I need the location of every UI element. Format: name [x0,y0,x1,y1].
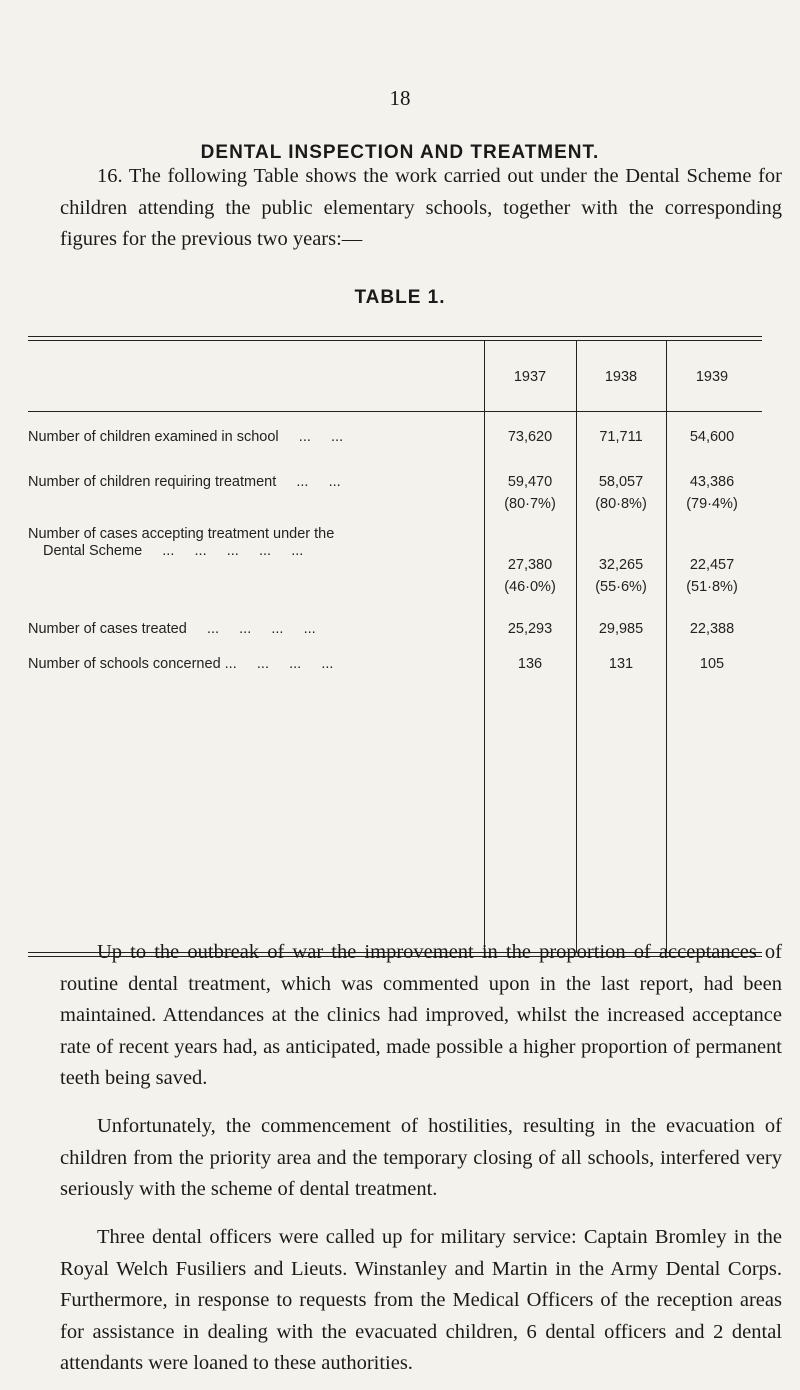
paragraph-dental-officers: Three dental officers were called up for military service: Captain Bromley in the Royal Welch Fusiliers and Lieuts. Winstanley and Martin in the Army Dental Corps. Furthermore, in response to requests from the Medical Officers of the reception areas for assistance in dealing with the evacuated children, 6 dental officers and 2 dental attendants were loaned to these authorities. [60,1226,782,1374]
cell-schools-1939: 105 [699,656,725,672]
cell-examined-1937: 73,620 [507,429,553,445]
table-title: TABLE 1. [354,287,446,308]
cell-treated-1937: 25,293 [507,621,553,637]
cell-examined-1939: 54,600 [689,429,735,445]
table-header-rule [28,411,762,412]
cell-requiring-1937: 59,470 [507,474,553,490]
cell-requiring-1937-percent: (80·7%) [504,496,556,512]
column-header-1938: 1938 [604,369,638,385]
cell-requiring-1939: 43,386 [689,474,735,490]
cell-accepting-1937-percent: (46·0%) [504,579,556,595]
column-header-1937: 1937 [513,369,547,385]
paragraph-hostilities: Unfortunately, the commencement of hostilities, resulting in the evacuation of children from the priority area and the temporary closing of all schools, interfered very seriously with the scheme of dental treatment. [60,1115,782,1200]
section-title: DENTAL INSPECTION AND TREATMENT. [200,142,600,163]
cell-accepting-1939: 22,457 [689,557,735,573]
row-label-children-examined: Number of children examined in school ... ... [28,429,344,445]
cell-schools-1937: 136 [517,656,543,672]
cell-schools-1938: 131 [608,656,634,672]
row-label-requiring-treatment: Number of children requiring treatment ... ... [28,474,341,490]
cell-accepting-1938: 32,265 [598,557,644,573]
cell-examined-1938: 71,711 [599,429,643,445]
cell-treated-1938: 29,985 [598,621,644,637]
page-number: 18 [389,86,411,110]
cell-requiring-1938-percent: (80·8%) [595,496,647,512]
column-header-1939: 1939 [695,369,729,385]
cell-requiring-1939-percent: (79·4%) [686,496,738,512]
row-label-cases-treated: Number of cases treated ... ... ... ... [28,621,316,637]
cell-treated-1939: 22,388 [689,621,735,637]
cell-accepting-1938-percent: (55·6%) [595,579,647,595]
data-table [28,336,762,958]
paragraph-outbreak-of-war: Up to the outbreak of war the improvement in the proportion of acceptances of routine dental treatment, which was commented upon in the last report, had been maintained. Attendances at the clinics had improved, whilst the increased acceptance rate of recent years had, as anticipated, made possible a higher proportion of permanent teeth being saved. [60,941,782,1089]
row-label-schools-concerned: Number of schools concerned ... ... ... ... [28,656,334,672]
table-top-rule-1 [28,336,762,337]
row-label-accepting-treatment-line1: Number of cases accepting treatment under the [28,526,335,542]
row-label-accepting-treatment-line2: Dental Scheme ... ... ... ... ... [43,543,304,559]
table-top-rule-2 [28,340,762,341]
cell-requiring-1938: 58,057 [598,474,644,490]
cell-accepting-1939-percent: (51·8%) [686,579,738,595]
cell-accepting-1937: 27,380 [507,557,553,573]
intro-paragraph: 16. The following Table shows the work carried out under the Dental Scheme for children attending the public elementary schools, together with the corresponding figures for the previous two years:— [60,165,782,250]
